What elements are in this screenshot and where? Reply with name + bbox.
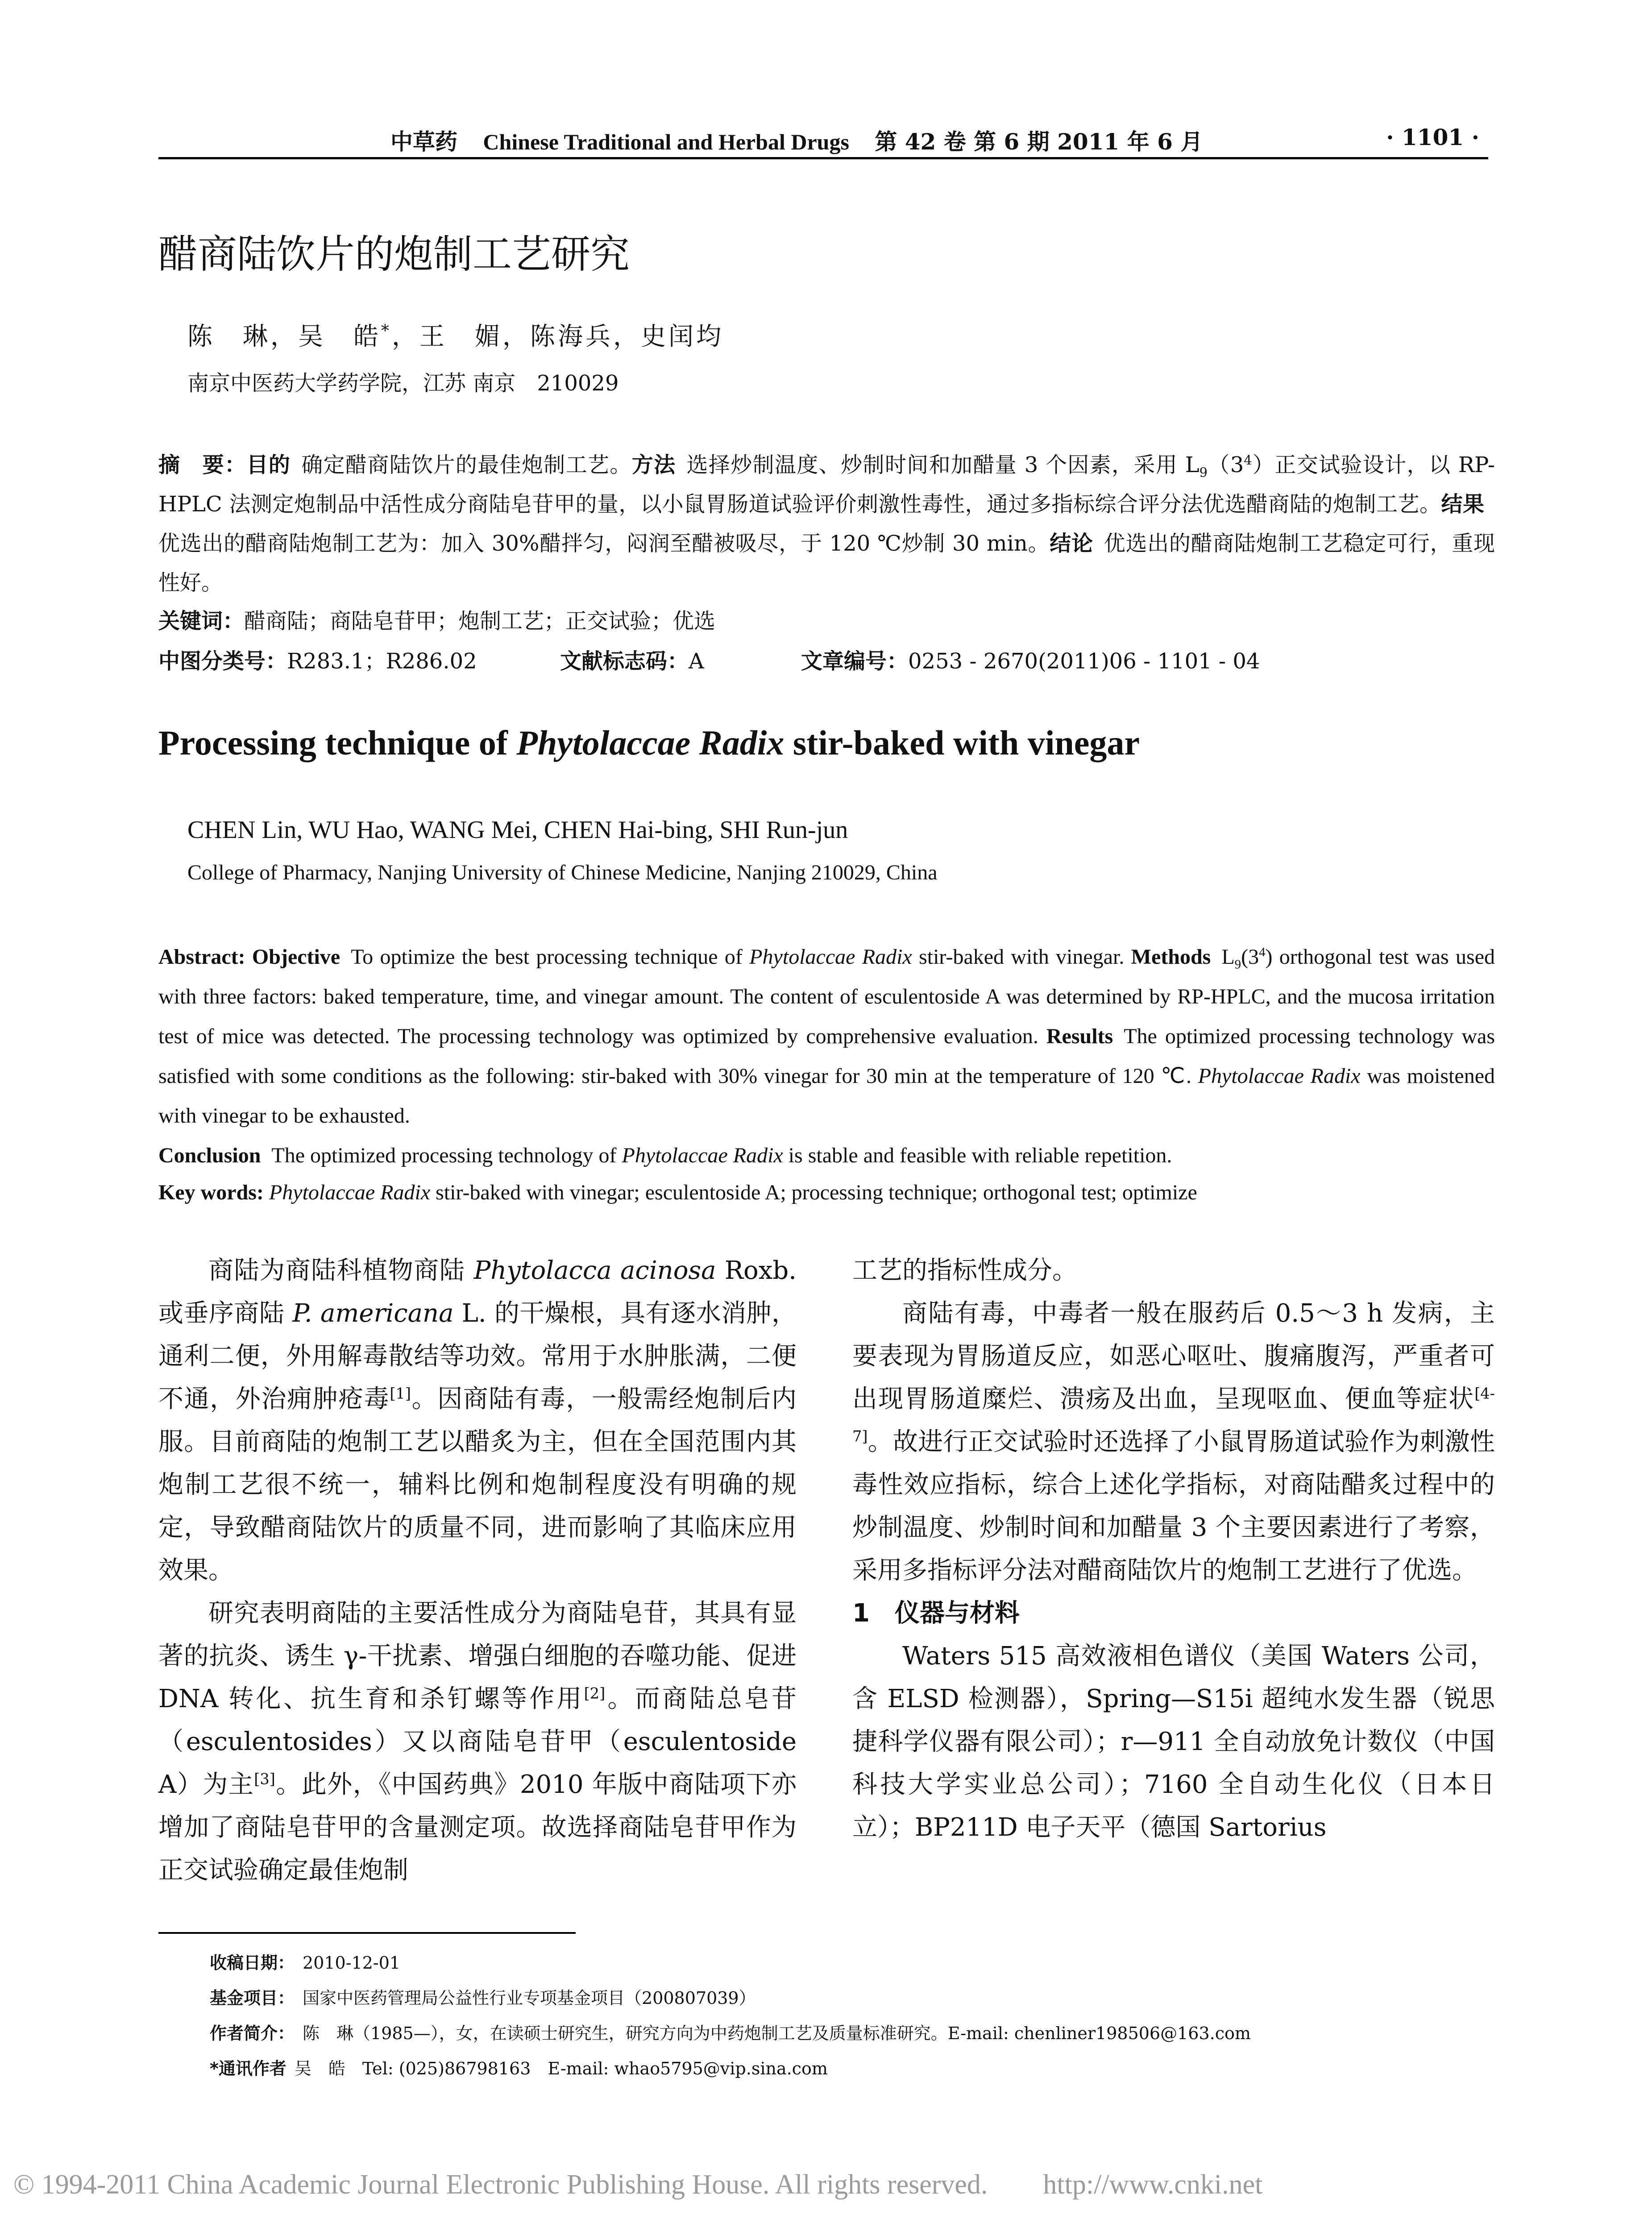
affiliation-cn: 南京中医药大学药学院，江苏 南京 210029 bbox=[187, 371, 619, 396]
running-header bbox=[158, 120, 1488, 159]
body-paragraph: 商陆有毒，中毒者一般在服药后 0.5～3 h 发病，主要表现为胃肠道反应，如恶心呕吐、腹痛腹泻，严重者可出现胃肠道糜烂、溃疡及出血，呈现呕血、便血等症状[4-7]。故进行正交试验时还选择了小鼠胃肠道试验作为刺激性毒性效应指标，综合上述化学指标，对商陆醋炙过程中的炒制温度、炒制时间和加醋量 3 个主要因素进行了考察，采用多指标评分法对醋商陆饮片的炮制工艺进行了优选。 bbox=[852, 1299, 1495, 1585]
body-column-right bbox=[852, 1249, 1495, 1849]
body-paragraph: 研究表明商陆的主要活性成分为商陆皂苷，其具有显著的抗炎、诱生 γ-干扰素、增强白细胞的吞噬功能、促进 DNA 转化、抗生育和杀钉螺等作用[2]。而商陆总皂苷（esculentosides）又以商陆皂苷甲（esculentoside A）为主[3]。此外，《中国药典》2010 年版中商陆项下亦增加了商陆皂苷甲的含量测定项。故选择商陆皂苷甲作为正交试验确定最佳炮制 bbox=[158, 1599, 797, 1885]
issue-info: 第 42 卷 第 6 期 2011 年 6 月 bbox=[875, 129, 1203, 155]
authors-cn: 陈 琳，吴 皓*，王 媚，陈海兵，史闰均 bbox=[187, 322, 724, 351]
abstract-en: Abstract: Objective To optimize the best processing technique of Phytolaccae Radix stir-baked with vinegar. Methods $L_9(3^4)$ orthogonal test was used with three factors: baked temperature, time, and vinegar amount. The content of esculentoside A was determined by RP-HPLC, and the mucosa irritation test of mice was detected. The processing technology was optimized by comprehensive evaluation. Results The optimized processing technology was satisfied with some conditions as the following: stir-baked with 30% vinegar for 30 min at the temperature of 120 ℃. Phytolaccae Radix was moistened with vinegar to be exhausted. Conclusion The optimized processing technology of Phytolaccae Radix is stable and feasible with reliable repetition. bbox=[158, 945, 1495, 1167]
abstract-cn: 摘 要：目的 确定醋商陆饮片的最佳炮制工艺。方法 选择炒制温度、炒制时间和加醋量 3 个因素，采用 $L_9(3^4)$正交试验设计，以 RP-HPLC 法测定炮制品中活性成分商陆皂苷甲的量，以小鼠胃肠道试验评价刺激性毒性，通过多指标综合评分法优选醋商陆的炮制工艺。结果优选出的醋商陆炮制工艺为：加入 30%醋拌匀，闷润至醋被吸尽，于 120 ℃炒制 30 min。结论 优选出的醋商陆炮制工艺稳定可行，重现性好。 bbox=[158, 452, 1495, 595]
journal-name-en: Chinese Traditional and Herbal Drugs bbox=[483, 129, 849, 154]
footnotes bbox=[210, 1945, 1495, 2086]
header-journal bbox=[390, 124, 1203, 156]
body-column-left bbox=[158, 1249, 797, 1892]
page-number: · 1101 · bbox=[1386, 124, 1479, 150]
footnote-fund: 基金项目： 国家中医药管理局公益性行业专项基金项目（200807039） bbox=[210, 1988, 756, 2008]
classification-line: 中图分类号：R283.1；R286.02 文献标志码：A 文章编号：0253 - 2670(2011)06 - 1101 - 04 bbox=[158, 649, 1260, 674]
keywords-en: Key words: Phytolaccae Radix stir-baked with vinegar; esculentoside A; processing technique; orthogonal test; optimize bbox=[158, 1181, 1197, 1204]
section-heading: 1 仪器与材料 bbox=[852, 1599, 1020, 1628]
journal-name-cn: 中草药 bbox=[390, 129, 457, 155]
title-cn: 醋商陆饮片的炮制工艺研究 bbox=[158, 231, 630, 277]
body-paragraph: 工艺的指标性成分。 bbox=[852, 1256, 1077, 1285]
footnote-rule bbox=[158, 1932, 576, 1934]
affiliation-en: College of Pharmacy, Nanjing University of Chinese Medicine, Nanjing 210029, China bbox=[187, 861, 938, 884]
keywords-cn: 关键词：醋商陆；商陆皂苷甲；炮制工艺；正交试验；优选 bbox=[158, 609, 716, 634]
body-paragraph: 商陆为商陆科植物商陆 Phytolacca acinosa Roxb. 或垂序商陆 P. americana L. 的干燥根，具有逐水消肿，通利二便，外用解毒散结等功效。常用于水肿胀满，二便不通，外治痈肿疮毒[1]。因商陆有毒，一般需经炮制后内服。目前商陆的炮制工艺以醋炙为主，但在全国范围内其炮制工艺很不统一，辅料比例和炮制程度没有明确的规定，导致醋商陆饮片的质量不同，进而影响了其临床应用效果。 bbox=[158, 1256, 797, 1585]
title-en: Processing technique of Phytolaccae Radix stir-baked with vinegar bbox=[158, 723, 1140, 762]
footnote-bio: 作者简介： 陈 琳（1985—），女，在读硕士研究生，研究方向为中药炮制工艺及质量标准研究。E-mail: chenliner198506@163.com bbox=[210, 2024, 1251, 2043]
authors-en: CHEN Lin, WU Hao, WANG Mei, CHEN Hai-bing, SHI Run-jun bbox=[187, 816, 848, 844]
footnote-received: 收稿日期： 2010-12-01 bbox=[210, 1953, 401, 1973]
body-paragraph: Waters 515 高效液相色谱仪（美国 Waters 公司，含 ELSD 检测器），Spring—S15i 超纯水发生器（锐思捷科学仪器有限公司）；r—911 全自动放免计数仪（中国科技大学实业总公司）；7160 全自动生化仪（日本日立）；BP211D 电子天平（德国 Sartorius bbox=[852, 1642, 1495, 1842]
footnote-correspondence: *通讯作者 吴 皓 Tel: (025)86798163 E-mail: whao5795@vip.sina.com bbox=[210, 2059, 828, 2078]
copyright-watermark: © 1994-2011 China Academic Journal Electronic Publishing House. All rights reserved. http://www.cnki.net bbox=[13, 2169, 1263, 2200]
